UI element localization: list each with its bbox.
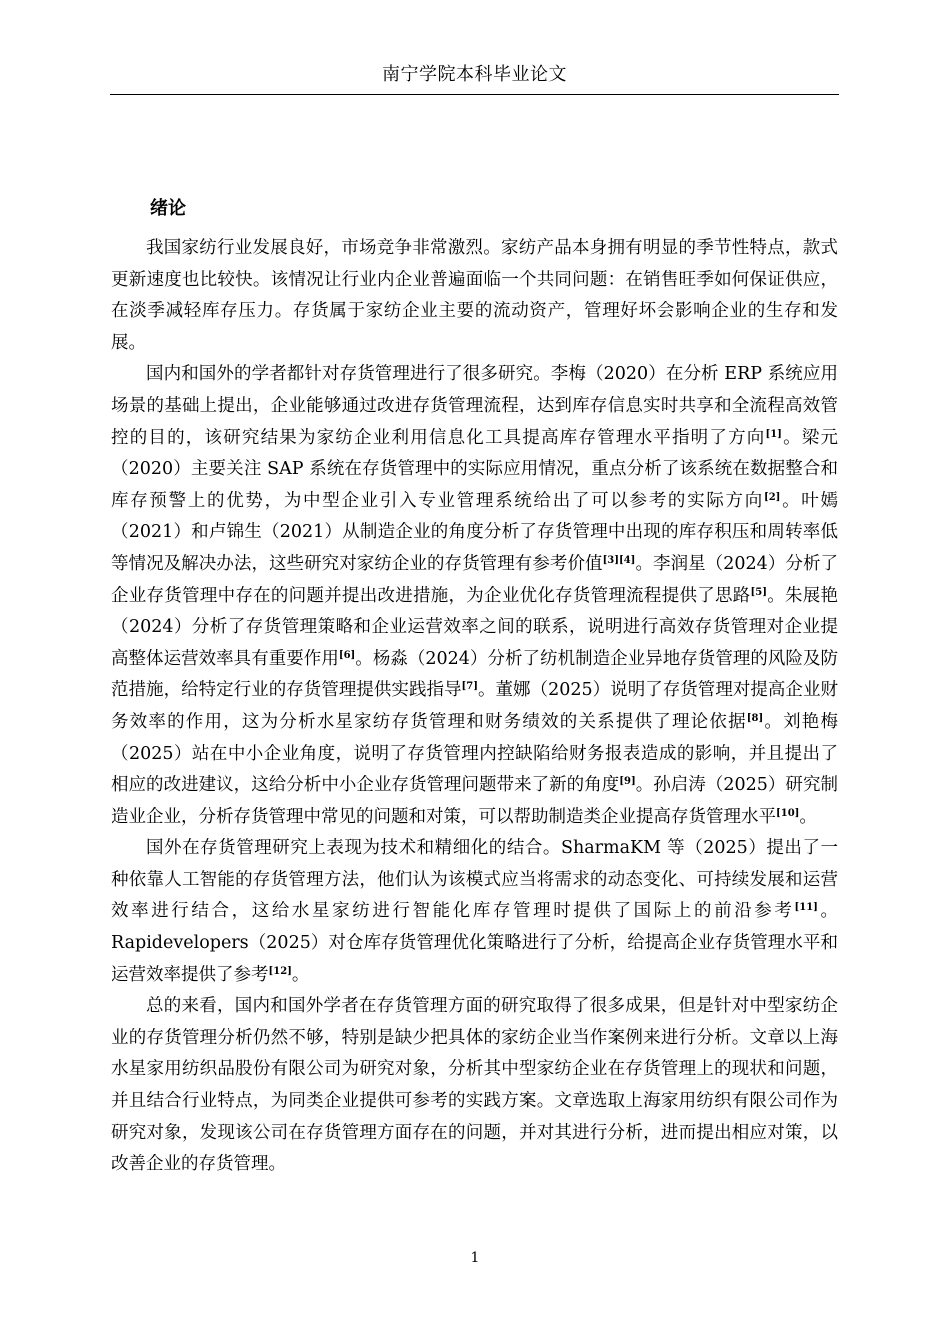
paragraph xyxy=(111,359,838,833)
citation-ref: [5] xyxy=(750,586,767,598)
body-text xyxy=(111,233,838,1181)
paragraph-text: 。孙启涛（2025）研究制造业企业，分析存货管理中常见的问题和对策，可以帮助制造类企业提高存货管理水平 xyxy=(111,775,838,827)
citation-ref: [12] xyxy=(268,965,292,977)
paragraph-text: 。 xyxy=(291,964,310,985)
citation-ref: [8] xyxy=(746,712,764,724)
paragraph xyxy=(111,233,838,359)
header-rule xyxy=(110,94,839,95)
paragraph-text: 。梁元（2020）主要关注 SAP 系统在存货管理中的实际应用情况，重点分析了该系统在数据整合和库存预警上的优势，为中型企业引入专业管理系统给出了可以参考的实际方向 xyxy=(111,427,839,511)
paragraph-text: 。朱展艳（2024）分析了存货管理策略和企业运营效率之间的联系，说明进行高效存货管理对企业提高整体运营效率具有重要作用 xyxy=(111,585,839,669)
paragraph xyxy=(111,991,838,1181)
paragraph-text: 。杨淼（2024）分析了纺机制造企业异地存货管理的风险及防范措施，给特定行业的存货管理提供实践指导 xyxy=(111,648,838,701)
citation-ref: [2] xyxy=(763,491,781,503)
citation-ref: [11] xyxy=(794,902,818,914)
paragraph-text: 。Rapidevelopers（2025）对仓库存货管理优化策略进行了分析，给提高企业存货管理水平和运营效率提供了参考 xyxy=(111,901,839,985)
citation-ref: [1] xyxy=(765,428,782,440)
paragraph-text: 国内和国外的学者都针对存货管理进行了很多研究。李梅（2020）在分析 ERP 系统应用场景的基础上提出，企业能够通过改进存货管理流程，达到库存信息实时共享和全流程高效管控的目的，该研究结果为家纺企业利用信息化工具提高库存管理水平指明了方向 xyxy=(111,364,838,448)
page-number: 1 xyxy=(470,1250,480,1266)
citation-ref: [10] xyxy=(776,807,800,819)
citation-ref: [3][4] xyxy=(602,554,636,566)
paragraph-text: 。 xyxy=(799,806,817,827)
paragraph xyxy=(111,833,838,991)
paragraph-text: 总的来看，国内和国外学者在存货管理方面的研究取得了很多成果，但是针对中型家纺企业的存货管理分析仍然不够，特别是缺少把具体的家纺企业当作案例来进行分析。文章以上海水星家用纺织品股份有限公司为研究对象，分析其中型家纺企业在存货管理上的现状和问题，并且结合行业特点，为同类企业提供可参考的实践方案。文章选取上海家用纺织有限公司作为研究对象，发现该公司在存货管理方面存在的问题，并对其进行分析，进而提出相应对策，以改善企业的存货管理。 xyxy=(111,996,838,1175)
paragraph-text: 。叶嫣（2021）和卢锦生（2021）从制造企业的角度分析了存货管理中出现的库存积压和周转率低等情况及解决办法，这些研究对家纺企业的存货管理有参考价值 xyxy=(111,490,839,574)
running-header: 南宁学院本科毕业论文 xyxy=(382,64,567,85)
citation-ref: [9] xyxy=(619,776,636,788)
paragraph-text: 。李润星（2024）分析了企业存货管理中存在的问题并提出改进措施，为企业优化存货管理流程提供了思路 xyxy=(111,553,838,606)
citation-ref: [6] xyxy=(338,649,356,661)
paragraph-text: 我国家纺行业发展良好，市场竞争非常激烈。家纺产品本身拥有明显的季节性特点，款式更新速度也比较快。该情况让行业内企业普遍面临一个共同问题：在销售旺季如何保证供应，在淡季减轻库存压力。存货属于家纺企业主要的流动资产，管理好坏会影响企业的生存和发展。 xyxy=(111,238,838,353)
paragraph-text: 国外在存货管理研究上表现为技术和精细化的结合。SharmaKM 等（2025）提出了一种依靠人工智能的存货管理方法，他们认为该模式应当将需求的动态变化、可持续发展和运营效率进行结合，这给水星家纺进行智能化库存管理时提供了国际上的前沿参考 xyxy=(111,838,838,922)
paragraph-text: 。刘艳梅（2025）站在中小企业角度，说明了存货管理内控缺陷给财务报表造成的影响，并且提出了相应的改进建议，这给分析中小企业存货管理问题带来了新的角度 xyxy=(111,711,839,796)
section-title: 绪论 xyxy=(150,198,186,219)
paragraph-text: 。董娜（2025）说明了存货管理对提高企业财务效率的作用，这为分析水星家纺存货管理和财务绩效的关系提供了理论依据 xyxy=(111,680,838,732)
citation-ref: [7] xyxy=(461,681,478,693)
